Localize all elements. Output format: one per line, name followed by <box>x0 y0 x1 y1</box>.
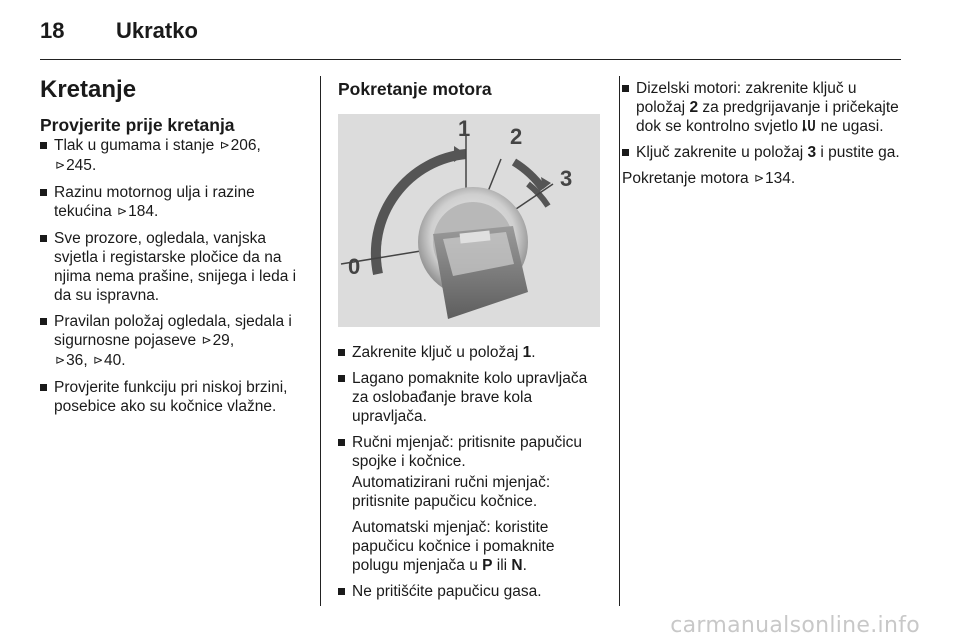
ref-arrow-icon: ⊳ <box>55 353 66 367</box>
header-divider <box>40 59 901 60</box>
list-item: Lagano pomaknite kolo upravljača za oslobađanje brave kola upravljača. <box>338 369 604 426</box>
list-item: Ne pritišćite papučicu gasa. <box>338 582 604 601</box>
column-right <box>622 76 908 189</box>
page-ref-link[interactable]: 36 <box>66 352 84 369</box>
sub-paragraph: Automatizirani ručni mjenjač: pritisnite papučicu kočnice. <box>352 474 551 510</box>
bullet-marker <box>338 588 345 595</box>
page-header <box>40 18 198 48</box>
page-ref-link[interactable]: 245 <box>66 157 92 174</box>
position-label: 1 <box>458 116 471 141</box>
column-middle <box>338 76 604 608</box>
bullet-marker <box>40 189 47 196</box>
position-label: 0 <box>348 254 361 279</box>
ref-arrow-icon: ⊳ <box>55 158 66 172</box>
page-ref-link[interactable]: 134 <box>765 170 791 187</box>
bullet-marker <box>338 439 345 446</box>
subsection-heading: Provjerite prije kretanja <box>40 115 235 135</box>
start-steps-list <box>338 343 604 601</box>
list-item: Provjerite funkciju pri niskoj brzini, posebice ako su kočnice vlažne. <box>40 378 310 416</box>
ignition-key-figure <box>338 114 600 327</box>
column-left <box>40 76 310 423</box>
bullet-marker <box>622 149 629 156</box>
preheat-coil-icon <box>802 118 816 133</box>
column-divider-2 <box>619 76 620 606</box>
cross-reference: Pokretanje motora ⊳134. <box>622 170 796 187</box>
list-item: Zakrenite ključ u položaj 1. <box>338 343 604 362</box>
bullet-marker <box>40 142 47 149</box>
ref-arrow-icon: ⊳ <box>219 138 230 152</box>
list-item: Ključ zakrenite u položaj 3 i pustite ga. <box>622 143 908 162</box>
page-number: 18 <box>40 18 65 43</box>
list-item: Ručni mjenjač: pritisnite papučicu spojke i kočnice. Automatizirani ručni mjenjač: pritisnite papučicu kočnice. Automatski mjenjač: koristite papučicu kočnice i pomaknite polugu mjenjača u P ili N. <box>338 433 604 575</box>
checklist <box>40 136 310 416</box>
list-item: Pravilan položaj ogledala, sjedala i sigurnosne pojaseve ⊳29, ⊳36, ⊳40. <box>40 312 310 371</box>
bullet-marker <box>40 318 47 325</box>
page-ref-link[interactable]: 184 <box>128 203 154 220</box>
page-ref-link[interactable]: 206 <box>230 137 257 154</box>
list-item: Sve prozore, ogledala, vanjska svjetla i registarske pločice da na njima nema prašine, snijega i leda i da su ispravna. <box>40 229 310 305</box>
ref-arrow-icon: ⊳ <box>92 353 103 367</box>
watermark: carmanualsonline.info <box>670 613 920 638</box>
ignition-illustration <box>338 114 600 327</box>
position-label: 2 <box>510 124 523 149</box>
bullet-marker <box>338 375 345 382</box>
column-divider-1 <box>320 76 321 606</box>
section-heading: Pokretanje motora <box>338 79 492 99</box>
ref-arrow-icon: ⊳ <box>117 204 128 218</box>
bullet-marker <box>40 235 47 242</box>
list-item: Razinu motornog ulja i razine tekućina ⊳184. <box>40 183 310 222</box>
page-title: Ukratko <box>116 18 198 43</box>
list-item: Dizelski motori: zakrenite ključ u položaj 2 za predgrijavanje i pričekajte dok se kontrolno svjetlo ne ugasi. <box>622 79 908 136</box>
section-heading: Kretanje <box>40 76 137 103</box>
position-label: 3 <box>560 166 573 191</box>
diesel-steps-list <box>622 79 908 162</box>
bullet-marker <box>338 349 345 356</box>
bullet-marker <box>40 384 47 391</box>
sub-paragraph: Automatski mjenjač: koristite papučicu kočnice i pomaknite polugu mjenjača u P ili N. <box>352 519 555 574</box>
list-item: Tlak u gumama i stanje ⊳206, ⊳245. <box>40 136 310 176</box>
ref-arrow-icon: ⊳ <box>201 333 212 347</box>
page-ref-link[interactable]: 29 <box>212 332 230 349</box>
ref-arrow-icon: ⊳ <box>753 171 765 185</box>
page-ref-link[interactable]: 40 <box>104 352 122 369</box>
bullet-marker <box>622 85 629 92</box>
